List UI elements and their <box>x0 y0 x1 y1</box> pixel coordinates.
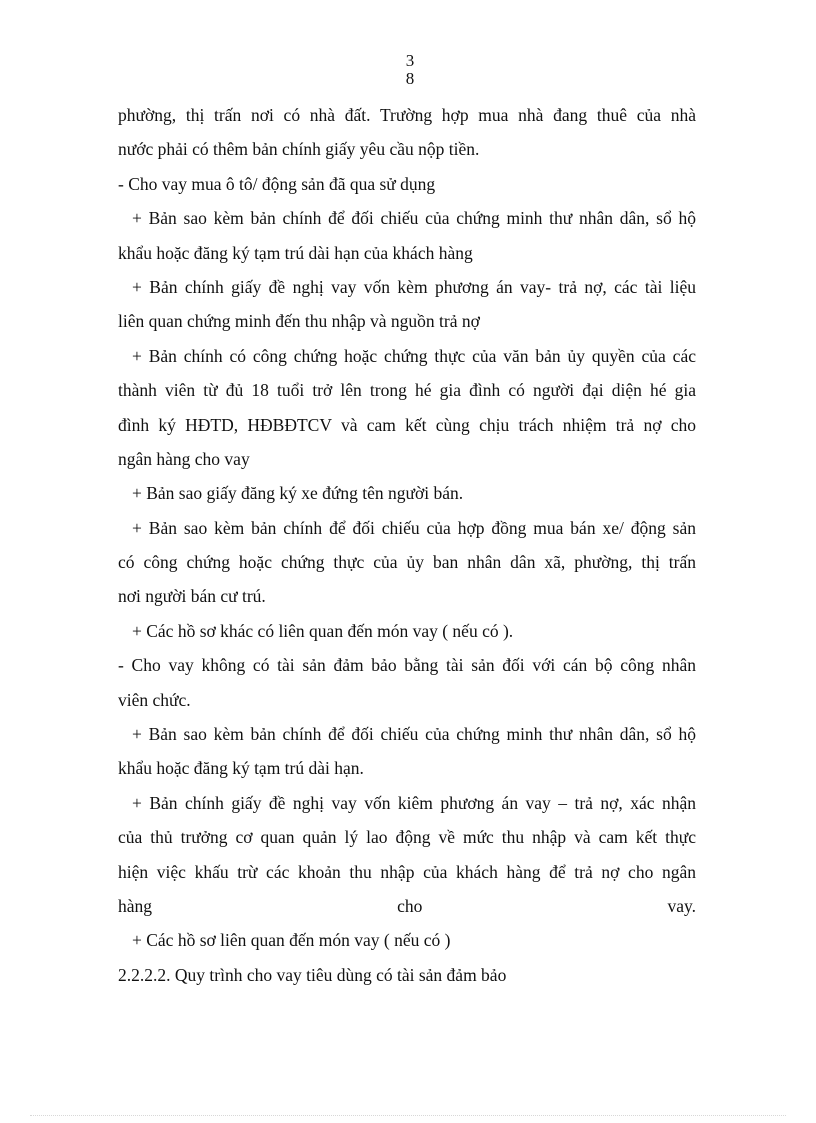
text-line: có công chứng hoặc chứng thực của ủy ban nhân dân xã, phường, thị trấn <box>118 552 696 573</box>
text-line: nơi người bán cư trú. <box>118 586 266 607</box>
page-bottom-border <box>30 1115 786 1116</box>
text-line: thành viên từ đủ 18 tuổi trở lên trong hé gia đình có người đại diện hé gia <box>118 380 696 401</box>
text-line: của thủ trưởng cơ quan quản lý lao động về mức thu nhập và cam kết thực <box>118 827 696 848</box>
section-heading: 2.2.2.2. Quy trình cho vay tiêu dùng có tài sản đảm bảo <box>118 964 507 985</box>
list-item: + Bản sao giấy đăng ký xe đứng tên người bán. <box>132 483 464 504</box>
text-line: phường, thị trấn nơi có nhà đất. Trường hợp mua nhà đang thuê của nhà <box>118 105 696 125</box>
list-item: + Bản chính giấy đề nghị vay vốn kiêm phương án vay – trả nợ, xác nhận <box>132 792 696 813</box>
list-item: + Các hồ sơ liên quan đến món vay ( nếu có ) <box>132 930 451 951</box>
list-item: + Bản sao kèm bản chính để đối chiếu của chứng minh thư nhân dân, sổ hộ <box>132 724 696 745</box>
text-line: ngân hàng cho vay <box>118 448 250 469</box>
bullet-heading: - Cho vay không có tài sản đảm bảo bằng tài sản đối với cán bộ công nhân <box>118 655 696 676</box>
list-item: + Bản sao kèm bản chính để đối chiếu của chứng minh thư nhân dân, sổ hộ <box>132 208 696 229</box>
list-item: + Bản sao kèm bản chính để đối chiếu của hợp đồng mua bán xe/ động sản <box>132 517 696 538</box>
document-body <box>118 98 696 992</box>
text-line: khẩu hoặc đăng ký tạm trú dài hạn của khách hàng <box>118 242 473 263</box>
text-line: hiện việc khấu trừ các khoản thu nhập của khách hàng để trả nợ cho ngân <box>118 861 696 882</box>
list-item: + Các hồ sơ khác có liên quan đến món vay ( nếu có ). <box>132 620 514 641</box>
list-item: + Bản chính giấy đề nghị vay vốn kèm phương án vay- trả nợ, các tài liệu <box>132 276 696 297</box>
page-number <box>390 52 430 88</box>
list-item: + Bản chính có công chứng hoặc chứng thực của văn bản ủy quyền của các <box>132 345 696 366</box>
bullet-heading: - Cho vay mua ô tô/ động sản đã qua sử dụng <box>118 173 436 194</box>
text-line: liên quan chứng minh đến thu nhập và nguồn trả nợ <box>118 311 480 332</box>
text-line: đình ký HĐTD, HĐBĐTCV và cam kết cùng chịu trách nhiệm trả nợ cho <box>118 414 696 435</box>
page-number-bottom: 8 <box>405 69 415 88</box>
page-number-top: 3 <box>405 51 415 70</box>
text-line: hàng cho vay. <box>118 895 696 916</box>
text-line: nước phải có thêm bản chính giấy yêu cầu nộp tiền. <box>118 139 480 160</box>
text-line: khẩu hoặc đăng ký tạm trú dài hạn. <box>118 758 364 779</box>
text-line: viên chức. <box>118 689 191 710</box>
